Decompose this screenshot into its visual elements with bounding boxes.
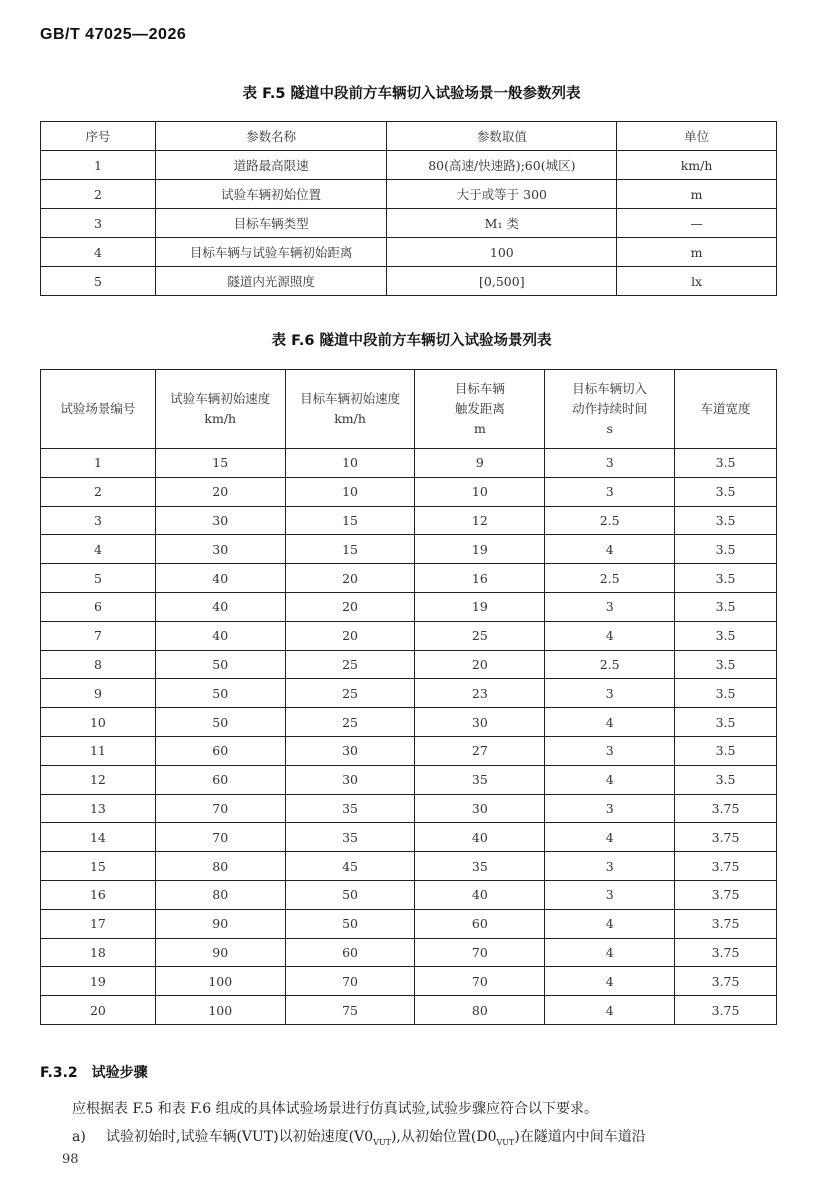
table-row	[41, 238, 777, 267]
table-cell: 3.5	[675, 650, 777, 679]
table-cell: 3.5	[675, 708, 777, 737]
table-cell: 道路最高限速	[155, 151, 387, 180]
table-cell: 大于或等于 300	[387, 180, 617, 209]
table-cell: 19	[41, 967, 156, 996]
table-cell: 70	[415, 967, 545, 996]
table-cell: M₁ 类	[387, 209, 617, 238]
table-cell: 10	[285, 477, 415, 506]
table-cell: 35	[415, 765, 545, 794]
column-header: 目标车辆初始速度 km/h	[285, 370, 415, 449]
page-number: 98	[62, 1152, 79, 1167]
table-cell: [0,500]	[387, 267, 617, 296]
table-cell: 30	[285, 736, 415, 765]
table-cell: 3	[545, 880, 675, 909]
table-row	[41, 736, 777, 765]
table-cell: 40	[415, 880, 545, 909]
table-cell: 20	[155, 477, 285, 506]
table-cell: 5	[41, 564, 156, 593]
table-row	[41, 679, 777, 708]
table-cell: 3.75	[675, 823, 777, 852]
table-cell: 27	[415, 736, 545, 765]
table-row	[41, 592, 777, 621]
section-number: F.3.2	[40, 1065, 78, 1081]
table-cell: 50	[155, 708, 285, 737]
table-cell: 3.5	[675, 449, 777, 478]
table-row	[41, 823, 777, 852]
table-cell: 4	[545, 535, 675, 564]
table-cell: 10	[41, 708, 156, 737]
table-cell: lx	[617, 267, 777, 296]
table-row	[41, 621, 777, 650]
table-cell: 3	[41, 506, 156, 535]
table-cell: 75	[285, 996, 415, 1025]
table-row	[41, 650, 777, 679]
column-header: 序号	[41, 122, 156, 151]
table-row	[41, 852, 777, 881]
table-cell: 100	[155, 967, 285, 996]
table-cell: 3	[545, 592, 675, 621]
table-cell: 80	[155, 880, 285, 909]
table-row	[41, 267, 777, 296]
column-header: 参数名称	[155, 122, 387, 151]
table-cell: 3.5	[675, 477, 777, 506]
table-cell: 50	[155, 650, 285, 679]
table-cell: 70	[155, 823, 285, 852]
table-cell: 3.75	[675, 938, 777, 967]
table-cell: 30	[155, 535, 285, 564]
table-cell: 80	[415, 996, 545, 1025]
table-cell: 80(高速/快速路);60(城区)	[387, 151, 617, 180]
table-cell: 4	[545, 909, 675, 938]
table-f6	[40, 369, 777, 1025]
table-cell: 11	[41, 736, 156, 765]
table-cell: 40	[155, 621, 285, 650]
table-row	[41, 180, 777, 209]
table-cell: 12	[415, 506, 545, 535]
table-cell: 3.5	[675, 506, 777, 535]
table-cell: 3.75	[675, 852, 777, 881]
table-cell: 40	[155, 564, 285, 593]
table-cell: 试验车辆初始位置	[155, 180, 387, 209]
table-cell: 8	[41, 650, 156, 679]
table-cell: 14	[41, 823, 156, 852]
table-cell: 70	[415, 938, 545, 967]
table-row	[41, 477, 777, 506]
table-row	[41, 909, 777, 938]
table-cell: m	[617, 238, 777, 267]
table-cell: 100	[387, 238, 617, 267]
table-cell: 15	[155, 449, 285, 478]
table-cell: 3	[545, 477, 675, 506]
list-item-label: a)	[72, 1129, 86, 1145]
table-cell: 18	[41, 938, 156, 967]
table-row	[41, 449, 777, 478]
table-cell: 30	[415, 794, 545, 823]
table-cell: 50	[155, 679, 285, 708]
table-cell: 16	[41, 880, 156, 909]
table-cell: 90	[155, 909, 285, 938]
table-cell: 3	[545, 852, 675, 881]
table-row	[41, 151, 777, 180]
table-cell: 3	[545, 449, 675, 478]
list-item-a	[72, 1126, 646, 1147]
table-cell: 20	[285, 564, 415, 593]
table-cell: 9	[41, 679, 156, 708]
section-heading	[40, 1062, 148, 1082]
table-cell: 目标车辆类型	[155, 209, 387, 238]
table-cell: 90	[155, 938, 285, 967]
table-cell: 13	[41, 794, 156, 823]
table-row	[41, 708, 777, 737]
table-cell: 3.5	[675, 679, 777, 708]
table-cell: 20	[285, 621, 415, 650]
column-header: 参数取值	[387, 122, 617, 151]
table-cell: 4	[545, 621, 675, 650]
table-row	[41, 794, 777, 823]
table-cell: 15	[41, 852, 156, 881]
table-cell: 50	[285, 909, 415, 938]
table-cell: 6	[41, 592, 156, 621]
table-cell: 60	[155, 736, 285, 765]
table-row	[41, 938, 777, 967]
table-cell: 3	[545, 679, 675, 708]
table-row	[41, 967, 777, 996]
table-cell: 19	[415, 592, 545, 621]
table-cell: 25	[285, 708, 415, 737]
table-cell: 2	[41, 180, 156, 209]
table-cell: 1	[41, 449, 156, 478]
table-cell: 100	[155, 996, 285, 1025]
table-cell: 3	[41, 209, 156, 238]
table-cell: 4	[41, 535, 156, 564]
table-cell: 10	[415, 477, 545, 506]
table-f5-title: 表 F.5 隧道中段前方车辆切入试验场景一般参数列表	[242, 86, 581, 102]
table-cell: 3.75	[675, 909, 777, 938]
table-row	[41, 996, 777, 1025]
table-cell: 1	[41, 151, 156, 180]
table-f6-title: 表 F.6 隧道中段前方车辆切入试验场景列表	[271, 333, 552, 349]
table-cell: 20	[415, 650, 545, 679]
table-row	[41, 880, 777, 909]
table-cell: 4	[545, 938, 675, 967]
table-cell: 40	[415, 823, 545, 852]
table-cell: 3	[545, 794, 675, 823]
table-cell: 45	[285, 852, 415, 881]
table-cell: 4	[545, 765, 675, 794]
table-cell: 60	[155, 765, 285, 794]
body-paragraph: 应根据表 F.5 和表 F.6 组成的具体试验场景进行仿真试验,试验步骤应符合以下要求。	[72, 1101, 599, 1117]
table-cell: km/h	[617, 151, 777, 180]
section-title: 试验步骤	[91, 1065, 148, 1081]
table-cell: 15	[285, 506, 415, 535]
table-cell: 30	[285, 765, 415, 794]
column-header: 单位	[617, 122, 777, 151]
table-cell: 3.5	[675, 765, 777, 794]
table-cell: 2.5	[545, 506, 675, 535]
table-cell: 3.5	[675, 564, 777, 593]
table-cell: 70	[155, 794, 285, 823]
table-cell: m	[617, 180, 777, 209]
table-cell: 12	[41, 765, 156, 794]
table-cell: 25	[285, 679, 415, 708]
table-cell: 40	[155, 592, 285, 621]
table-cell: 15	[285, 535, 415, 564]
list-item-text: 试验初始时,试验车辆(VUT)以初始速度$(V0_{VUT})$,从初始位置$(D0_{VUT})$在隧道内中间车道沿	[106, 1129, 646, 1147]
table-cell: 17	[41, 909, 156, 938]
table-row	[41, 209, 777, 238]
table-cell: 20	[285, 592, 415, 621]
table-cell: 4	[545, 708, 675, 737]
table-cell: 3.75	[675, 880, 777, 909]
table-cell: 5	[41, 267, 156, 296]
table-cell: 3.5	[675, 621, 777, 650]
column-header: 车道宽度	[675, 370, 777, 449]
standard-code: GB/T 47025—2026	[40, 26, 187, 43]
table-cell: 10	[285, 449, 415, 478]
table-cell: 20	[41, 996, 156, 1025]
column-header: 目标车辆 触发距离 m	[415, 370, 545, 449]
table-row	[41, 564, 777, 593]
column-header: 试验场景编号	[41, 370, 156, 449]
table-cell: 3	[545, 736, 675, 765]
table-cell: 2.5	[545, 564, 675, 593]
table-cell: 4	[545, 967, 675, 996]
table-cell: 50	[285, 880, 415, 909]
table-f5	[40, 121, 777, 296]
table-cell: 7	[41, 621, 156, 650]
table-cell: 60	[415, 909, 545, 938]
table-row	[41, 535, 777, 564]
table-cell: 19	[415, 535, 545, 564]
table-cell: 25	[415, 621, 545, 650]
table-row	[41, 765, 777, 794]
table-cell: 35	[415, 852, 545, 881]
column-header: 试验车辆初始速度 km/h	[155, 370, 285, 449]
table-cell: 3.75	[675, 794, 777, 823]
table-cell: 70	[285, 967, 415, 996]
table-cell: 3.5	[675, 736, 777, 765]
table-cell: 3.5	[675, 592, 777, 621]
table-cell: 80	[155, 852, 285, 881]
table-cell: 35	[285, 794, 415, 823]
table-header-row	[41, 122, 777, 151]
table-header-row	[41, 370, 777, 449]
table-cell: 9	[415, 449, 545, 478]
table-cell: 60	[285, 938, 415, 967]
table-cell: 4	[41, 238, 156, 267]
table-cell: 30	[155, 506, 285, 535]
table-cell: 30	[415, 708, 545, 737]
table-row	[41, 506, 777, 535]
table-cell: 25	[285, 650, 415, 679]
table-cell: 目标车辆与试验车辆初始距离	[155, 238, 387, 267]
table-cell: 隧道内光源照度	[155, 267, 387, 296]
table-cell: 35	[285, 823, 415, 852]
table-cell: 23	[415, 679, 545, 708]
table-cell: 16	[415, 564, 545, 593]
table-cell: 3.75	[675, 967, 777, 996]
table-cell: 3.5	[675, 535, 777, 564]
table-cell: 2	[41, 477, 156, 506]
table-cell: 3.75	[675, 996, 777, 1025]
table-cell: 2.5	[545, 650, 675, 679]
table-cell: 4	[545, 996, 675, 1025]
table-cell: —	[617, 209, 777, 238]
table-cell: 4	[545, 823, 675, 852]
column-header: 目标车辆切入 动作持续时间 s	[545, 370, 675, 449]
